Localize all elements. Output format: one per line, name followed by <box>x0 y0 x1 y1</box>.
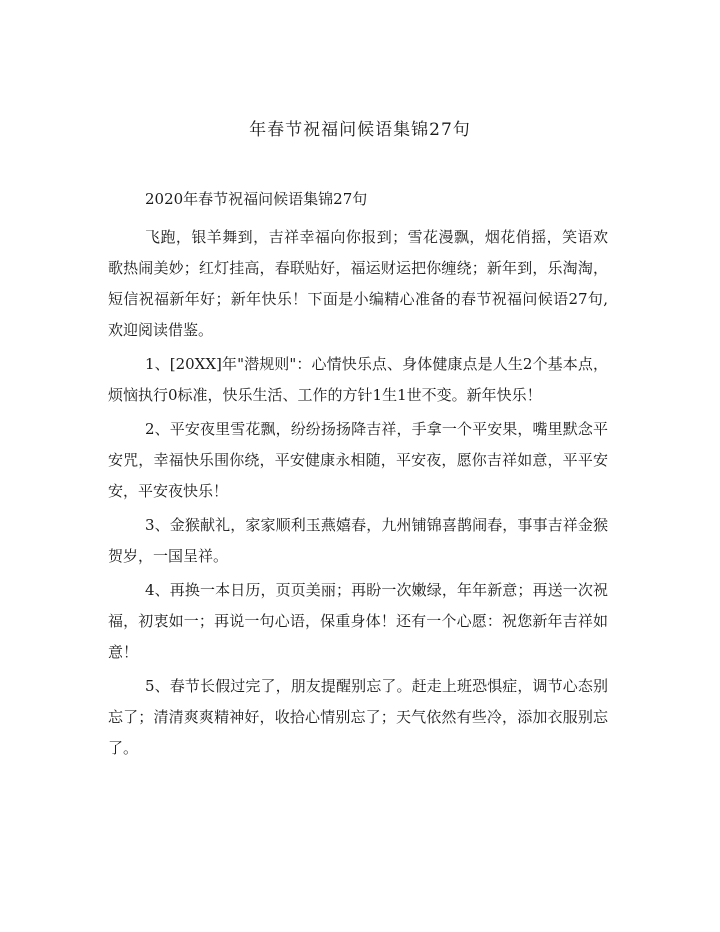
document-title: 年春节祝福问候语集锦27句 <box>249 120 471 140</box>
document-body <box>108 222 608 764</box>
paragraph-item-3: 3、金猴献礼，家家顺利玉燕嬉春，九州铺锦喜鹊闹春，事事吉祥金猴贺岁，一国呈祥。 <box>108 516 608 565</box>
paragraph-item-1: 1、[20XX]年"潜规则"：心情快乐点、身体健康点是人生2个基本点，烦恼执行0标准，快乐生活、工作的方针1生1世不变。新年快乐！ <box>108 355 608 404</box>
paragraph-intro: 飞跑，银羊舞到，吉祥幸福向你报到；雪花漫飘，烟花俏摇，笑语欢歌热闹美妙；红灯挂高，春联贴好，福运财运把你缠绕；新年到，乐淘淘，短信祝福新年好；新年快乐！下面是小编精心准备的春节祝福问候语27句,欢迎阅读借鉴。 <box>108 228 608 339</box>
document-subtitle: 2020年春节祝福问候语集锦27句 <box>145 190 368 208</box>
paragraph-item-4: 4、再换一本日历，页页美丽；再盼一次嫩绿，年年新意；再送一次祝福，初衷如一；再说一句心语，保重身体！还有一个心愿：祝您新年吉祥如意！ <box>108 581 608 661</box>
paragraph-item-5: 5、春节长假过完了，朋友提醒别忘了。赶走上班恐惧症，调节心态别忘了；清清爽爽精神好，收拾心情别忘了；天气依然有些冷，添加衣服别忘了。 <box>108 677 608 757</box>
paragraph-item-2: 2、平安夜里雪花飘，纷纷扬扬降吉祥，手拿一个平安果，嘴里默念平安咒，幸福快乐围你绕，平安健康永相随，平安夜，愿你吉祥如意，平平安安，平安夜快乐！ <box>108 420 608 500</box>
